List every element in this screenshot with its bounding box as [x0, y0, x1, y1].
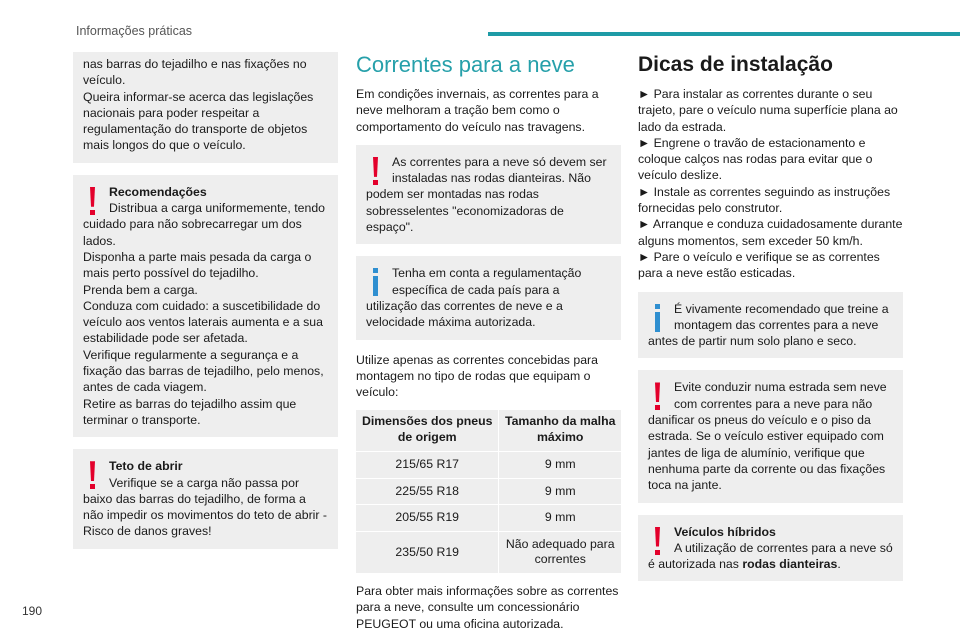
- section-title-snow-chains: Correntes para a neve: [356, 52, 575, 77]
- warning-icon: [83, 458, 105, 490]
- steps-list: [638, 86, 903, 282]
- section-title-installation-tips: Dicas de instalação: [638, 53, 833, 76]
- outro-paragraph: Para obter mais informações sobre as correntes para a neve, consulte um concessionário PEUGEOT ou uma oficina autorizada.: [356, 583, 619, 631]
- warning-text: Verifique se a carga não passa por baixo das barras do tejadilho, de forma a não impedir os movimentos do teto de abrir - Risco de danos graves!: [83, 475, 328, 539]
- warning-icon: [648, 524, 670, 556]
- warning-box-no-snow-road: [638, 370, 903, 502]
- column-header: Dimensões dos pneus de origem: [356, 410, 499, 452]
- warning-text-bold: rodas dianteiras: [742, 557, 838, 572]
- column-1: [73, 52, 338, 561]
- note-text: nas barras do tejadilho e nas fixações no veículo. Queira informar-se acerca das legislações nacionais para poder respeitar a regulamentação do transporte de objetos mais longos do que o veículo.: [83, 57, 314, 153]
- table-header-row: [356, 410, 621, 452]
- table-cell: 215/65 R17: [356, 452, 499, 479]
- step-item: ► Pare o veículo e verifique se as correntes para a neve estão esticadas.: [638, 249, 880, 281]
- warning-icon: [366, 154, 388, 186]
- warning-text: As correntes para a neve só devem ser instaladas nas rodas dianteiras. Não podem ser montadas nas rodas sobresselentes "economizadoras de espaço".: [366, 154, 607, 235]
- info-box-regulations: [356, 256, 621, 339]
- step-item: ► Para instalar as correntes durante o seu trajeto, pare o veículo numa superfície plana ao lado da estrada.: [638, 87, 898, 134]
- table-cell: 9 mm: [499, 505, 621, 532]
- warning-box-sunroof: [73, 449, 338, 548]
- note-box-roof-bars: [73, 52, 338, 163]
- column-2: [356, 52, 621, 640]
- step-item: ► Instale as correntes seguindo as instruções fornecidas pelo construtor.: [638, 184, 891, 216]
- table-cell: 9 mm: [499, 478, 621, 505]
- info-icon: [648, 301, 670, 333]
- table-row: [356, 478, 621, 505]
- table-cell: 9 mm: [499, 452, 621, 479]
- table-row: [356, 505, 621, 532]
- header-rule: [488, 32, 960, 36]
- table-cell: 225/55 R18: [356, 478, 499, 505]
- table-row: [356, 531, 621, 573]
- warning-box-recommendations: [73, 175, 338, 437]
- table-cell: Não adequado para correntes: [499, 531, 621, 573]
- info-box-practice: [638, 292, 903, 359]
- warning-title: Veículos híbridos: [674, 524, 776, 539]
- column-3: [638, 52, 903, 593]
- warning-text: Evite conduzir numa estrada sem neve com correntes para a neve para não danificar os pneus do veículo e o piso da estrada. Se o veículo estiver equipado com jantes de liga de alumínio, verifique que nenhuma parte da corrente ou das fixações toca na jante.: [648, 380, 887, 493]
- warning-text: Distribua a carga uniformemente, tendo cuidado para não sobrecarregar um dos lados. Disponha a parte mais pesada da carga o mais perto possível do tejadilho. Prenda bem a carga. Conduza com cuidado: a suscetibilidade do veículo aos ventos laterais aumenta e a sua estabilidade pode ser afetada. Verifique regularmente a segurança e a fixação das barras de tejadilho, pelo menos, antes de cada viagem. Retire as barras do tejadilho assim que terminar o transporte.: [83, 201, 325, 427]
- column-header: Tamanho da malha máximo: [499, 410, 621, 452]
- tyre-size-table: [356, 410, 621, 573]
- running-header: Informações práticas: [76, 24, 193, 38]
- warning-text-suffix: .: [837, 557, 841, 572]
- table-cell: 205/55 R19: [356, 505, 499, 532]
- info-icon: [366, 265, 388, 297]
- page-number: 190: [22, 604, 43, 618]
- step-item: ► Arranque e conduza cuidadosamente durante alguns momentos, sem exceder 50 km/h.: [638, 217, 903, 248]
- info-text: Tenha em conta a regulamentação específica de cada país para a utilização das correntes de neve e a velocidade máxima autorizada.: [366, 266, 582, 330]
- warning-box-front-wheels: [356, 145, 621, 244]
- info-text: É vivamente recomendado que treine a montagem das correntes para a neve antes de partir num solo plano e seco.: [648, 301, 889, 349]
- step-item: ► Engrene o travão de estacionamento e coloque calços nas rodas para evitar que o veículo deslize.: [638, 135, 873, 183]
- warning-box-hybrid: [638, 515, 903, 582]
- warning-title: Recomendações: [109, 184, 207, 199]
- table-row: [356, 452, 621, 479]
- warning-icon: [648, 379, 670, 411]
- intro-paragraph: Em condições invernais, as correntes para a neve melhoram a tração bem como o comportamento do veículo nas travagens.: [356, 87, 599, 134]
- warning-text: [648, 540, 893, 573]
- warning-title: Teto de abrir: [109, 459, 183, 474]
- warning-icon: [83, 184, 105, 216]
- use-paragraph: Utilize apenas as correntes concebidas para montagem no tipo de rodas que equipam o veículo:: [356, 352, 598, 400]
- table-cell: 235/50 R19: [356, 531, 499, 573]
- warning-text-prefix: A utilização de correntes para a neve só é autorizada nas: [648, 540, 893, 572]
